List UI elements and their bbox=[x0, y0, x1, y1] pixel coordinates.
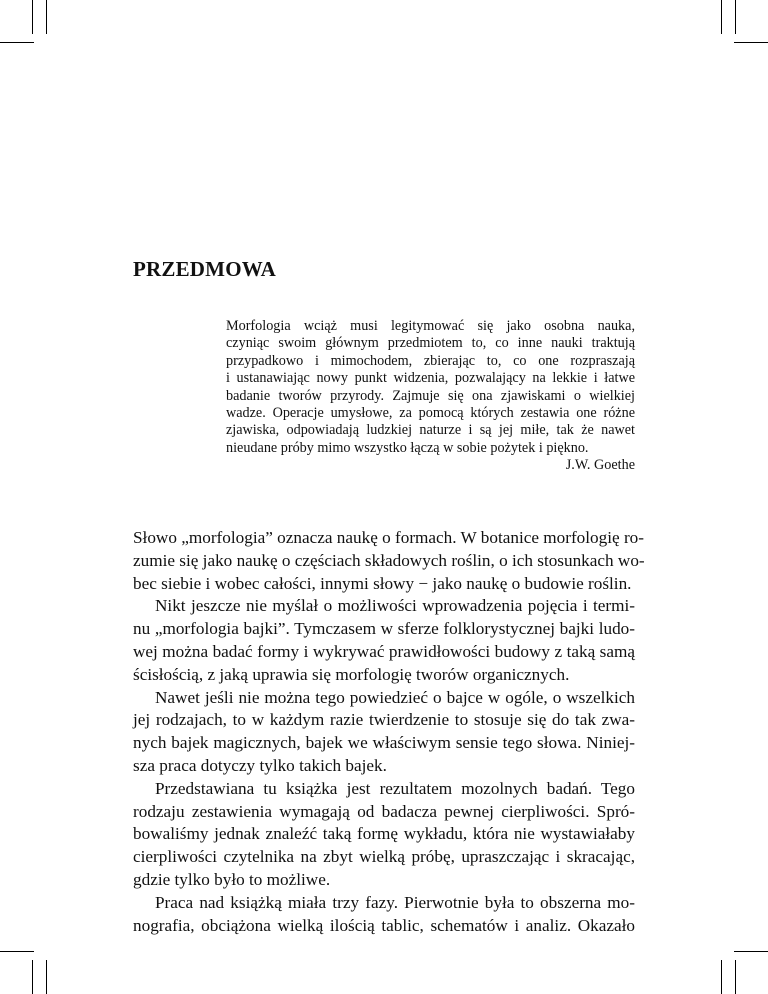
body-line: Nawet jeśli nie można tego powiedzieć o bajce w ogóle, o wszelkich bbox=[155, 687, 635, 707]
epigraph bbox=[226, 318, 635, 475]
epigraph-line: zjawiska, odpowiadają ludzkiej naturze i są jej miłe, tak że nawet bbox=[226, 422, 635, 439]
crop-mark bbox=[0, 951, 34, 952]
epigraph-line: nieudane próby mimo wszystko łączą w sobie pożytek i piękno. bbox=[226, 439, 589, 456]
crop-mark bbox=[721, 960, 722, 994]
body-line: Praca nad książką miała trzy fazy. Pierwotnie była to obszerna mo- bbox=[155, 892, 635, 912]
crop-mark bbox=[735, 0, 736, 34]
body-line: Przedstawiana tu książka jest rezultatem mozolnych badań. Tego bbox=[155, 778, 635, 798]
body-line: jej rodzajach, to w każdym razie twierdzenie to stosuje się do tak zwa- bbox=[133, 710, 635, 730]
epigraph-line: i ustanawiając nowy punkt widzenia, pozwalający na lekkie i łatwe bbox=[226, 370, 635, 387]
crop-mark bbox=[734, 951, 768, 952]
body-line: bec siebie i wobec całości, innymi słowy − jako naukę o budowie roślin. bbox=[133, 573, 632, 593]
crop-mark bbox=[46, 960, 47, 994]
body-line: nografia, obciążona wielką ilością tablic, schematów i analiz. Okazało bbox=[133, 915, 635, 935]
epigraph-line: czyniąc swoim głównym przedmiotem to, co inne nauki traktują bbox=[226, 335, 635, 352]
epigraph-line: wadze. Operacje umysłowe, za pomocą których zestawia one różne bbox=[226, 405, 635, 422]
body-line: nu „morfologia bajki”. Tymczasem w sferze folklorystycznej bajki ludo- bbox=[133, 619, 635, 639]
body-line: zumie się jako naukę o częściach składowych roślin, o ich stosunkach wo- bbox=[133, 550, 645, 570]
crop-mark bbox=[46, 0, 47, 34]
body-line: sza praca dotyczy tylko takich bajek. bbox=[133, 755, 387, 775]
crop-mark bbox=[0, 42, 34, 43]
epigraph-line: Morfologia wciąż musi legitymować się jako osobna nauka, bbox=[226, 318, 635, 334]
body-line: nych bajek magicznych, bajek we właściwym sensie tego słowa. Niniej- bbox=[133, 733, 635, 753]
crop-mark bbox=[721, 0, 722, 34]
body-line: Słowo „morfologia” oznacza naukę o formach. W botanice morfologię ro- bbox=[133, 528, 644, 547]
body-text bbox=[133, 527, 645, 937]
body-line: bowaliśmy jednak znaleźć taką formę wykładu, która nie wystawiałaby bbox=[133, 824, 635, 844]
epigraph-line: przypadkowo i mimochodem, zbierając to, co one rozpraszają bbox=[226, 352, 635, 369]
epigraph-author: J.W. Goethe bbox=[565, 457, 635, 474]
body-line: Nikt jeszcze nie myślał o możliwości wprowadzenia pojęcia i termi- bbox=[155, 596, 635, 616]
page-title: PRZEDMOWA bbox=[133, 257, 276, 281]
crop-mark bbox=[32, 0, 33, 34]
body-line: ścisłością, z jaką uprawia się morfologię tworów organicznych. bbox=[133, 664, 570, 684]
epigraph-line: badanie tworów przyrody. Zajmuje się ona zjawiskami o wielkiej bbox=[226, 387, 635, 404]
crop-mark bbox=[734, 42, 768, 43]
body-line: gdzie tylko było to możliwe. bbox=[133, 869, 331, 889]
body-line: rodzaju zestawienia wymagają od badacza pewnej cierpliwości. Spró- bbox=[133, 801, 635, 821]
crop-mark bbox=[735, 960, 736, 994]
body-line: cierpliwości czytelnika na zbyt wielką próbę, upraszczając i skracając, bbox=[133, 847, 635, 867]
crop-mark bbox=[32, 960, 33, 994]
body-line: wej można badać formy i wykrywać prawidłowości budowy z taką samą bbox=[133, 641, 635, 661]
